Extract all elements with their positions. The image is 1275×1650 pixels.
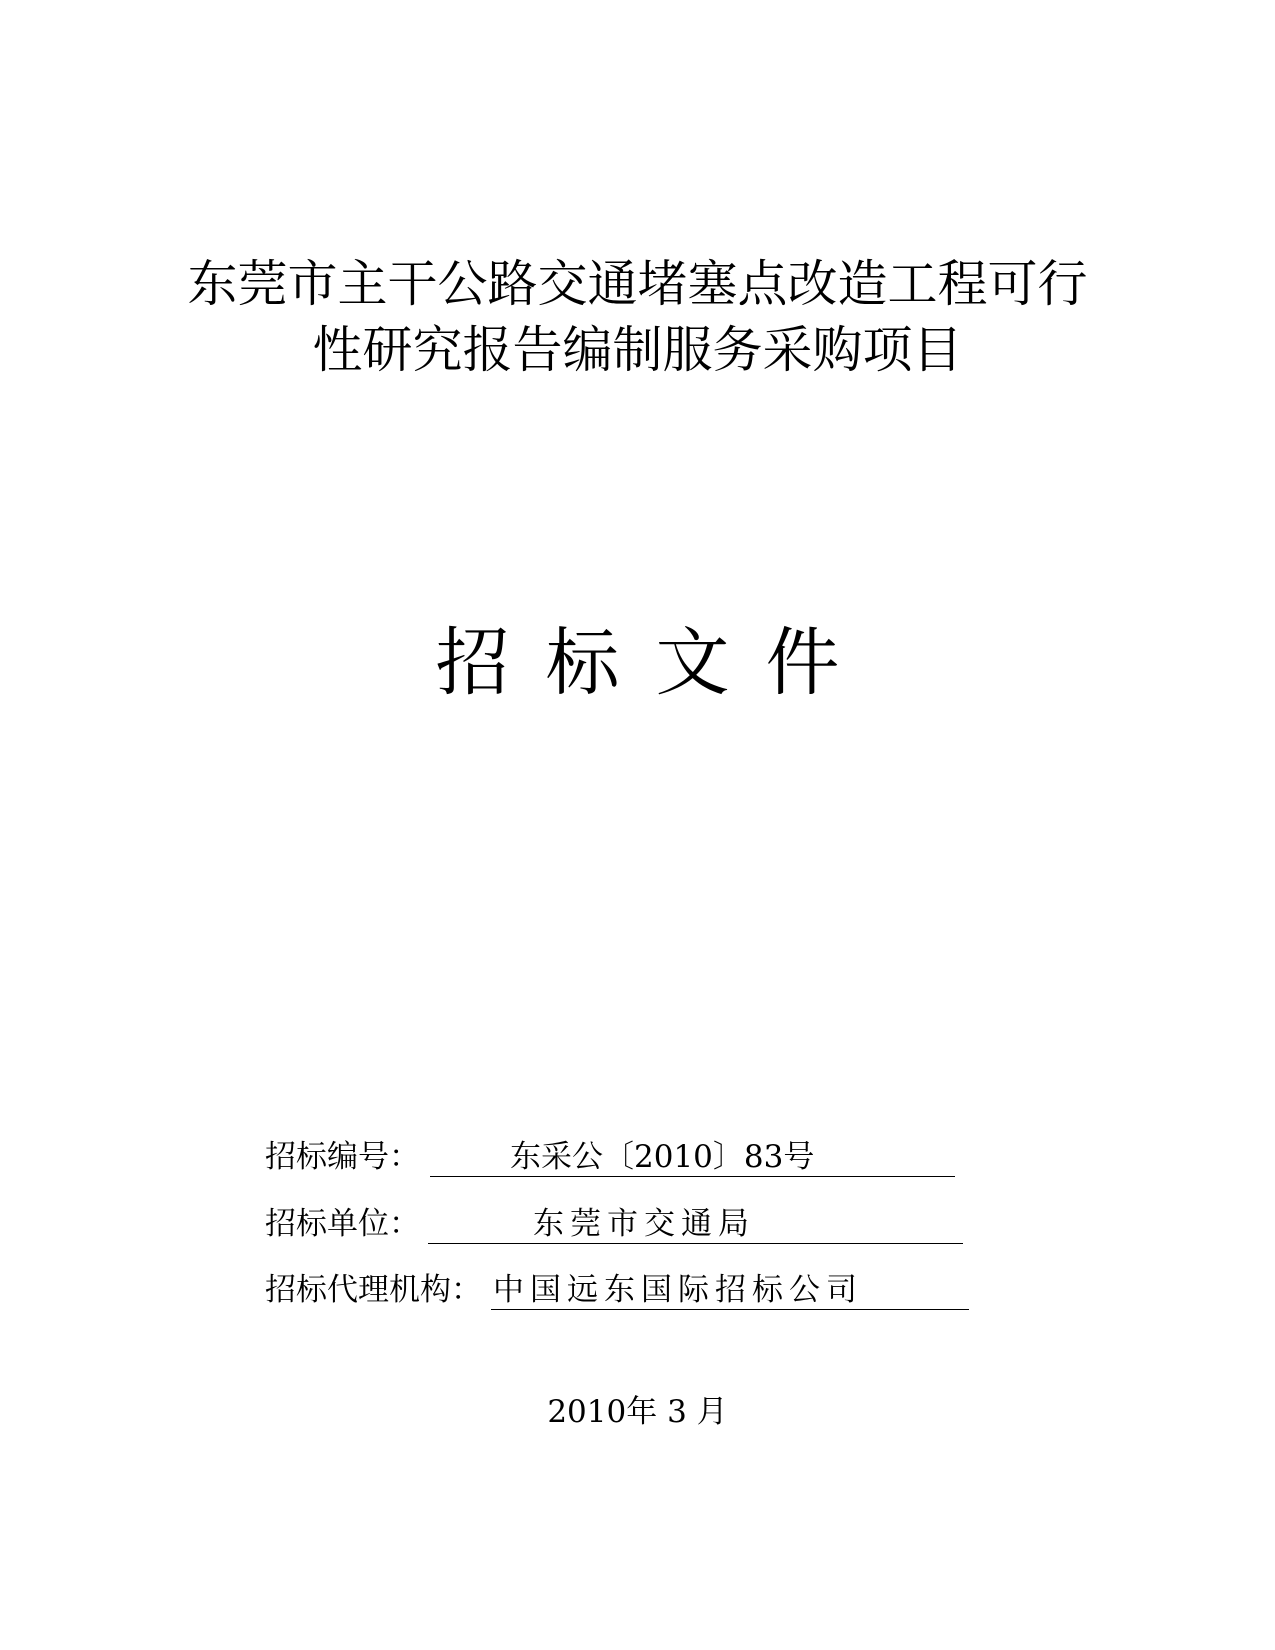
tender-number-field bbox=[430, 1135, 955, 1177]
tender-number-label: 招标编号： bbox=[265, 1139, 420, 1175]
tender-agency-field bbox=[491, 1268, 969, 1310]
document-title-line-2: 性研究报告编制服务采购项目 bbox=[312, 321, 963, 379]
tender-number-value: 东采公〔2010〕83号 bbox=[510, 1139, 815, 1175]
tender-agency-label: 招标代理机构： bbox=[265, 1272, 482, 1308]
tender-agency-value: 中国远东国际招标公司 bbox=[493, 1272, 863, 1308]
tender-unit-field bbox=[428, 1202, 963, 1244]
tender-unit-label: 招标单位： bbox=[265, 1206, 420, 1242]
document-heading: 招标文件 bbox=[435, 620, 876, 706]
tender-unit-value: 东莞市交通局 bbox=[533, 1206, 755, 1242]
document-date: 2010年 3 月 bbox=[547, 1394, 728, 1430]
document-title-line-1: 东莞市主干公路交通堵塞点改造工程可行 bbox=[187, 255, 1088, 313]
